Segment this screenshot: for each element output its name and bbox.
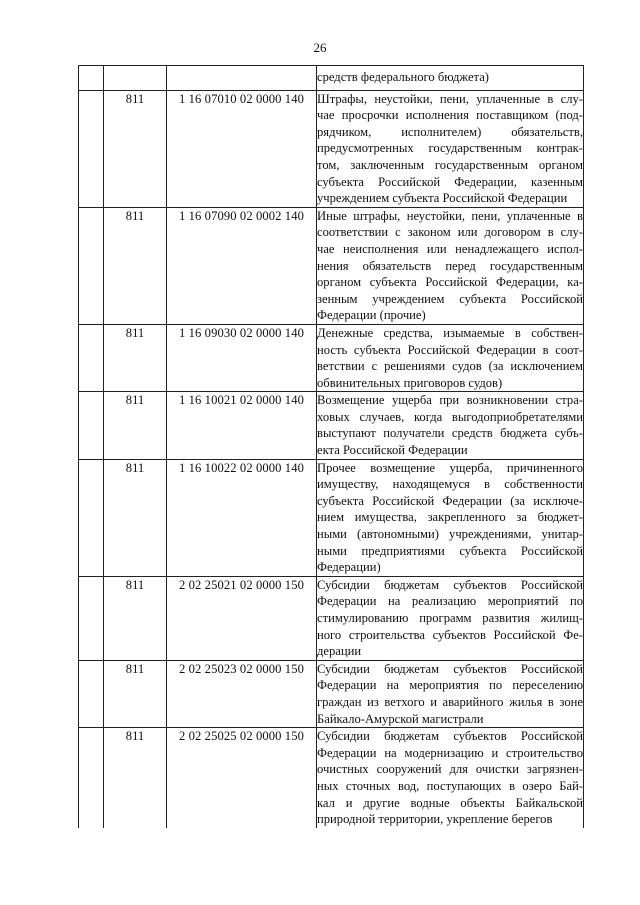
description-line: Федерации): [317, 560, 381, 575]
description-line: дерации: [317, 644, 362, 659]
administrator-code-cell: [104, 66, 167, 91]
row-number-cell: [79, 324, 104, 391]
table-row: [79, 660, 584, 727]
description-line: ность субъекта Российской Федерации в соот-: [317, 342, 583, 357]
revenue-description-cell: [317, 90, 584, 207]
description-line: субъекта Российской Федерации (за исключе-: [317, 493, 583, 508]
description-line: Федерации на мероприятия по переселению: [317, 678, 583, 693]
description-line: нием имущества, закрепленного за бюджет-: [317, 510, 583, 525]
budget-classification-code-cell: 2 02 25025 02 0000 150: [167, 728, 317, 828]
budget-classification-code-cell: [167, 66, 317, 91]
description-line: Штрафы, неустойки, пени, уплаченные в слу-: [317, 91, 583, 106]
budget-revenue-table: [78, 65, 584, 828]
description-line: зенным учреждением субъекта Российской: [317, 291, 583, 306]
description-line: предусмотренных государственным контрак-: [317, 141, 583, 156]
description-line: выступают получатели средств бюджета субъ-: [317, 426, 583, 441]
table-row: [79, 392, 584, 459]
administrator-code-cell: 811: [104, 90, 167, 207]
revenue-description-cell: [317, 207, 584, 324]
administrator-code-cell: 811: [104, 324, 167, 391]
table-row: [79, 728, 584, 828]
revenue-description-cell: [317, 728, 584, 828]
table-row: [79, 576, 584, 660]
description-line: очистных сооружений для очистки загрязнен-: [317, 762, 583, 777]
row-number-cell: [79, 66, 104, 91]
table-row: [79, 207, 584, 324]
description-line: Федерации (прочие): [317, 308, 426, 323]
administrator-code-cell: 811: [104, 459, 167, 576]
description-line: чае просрочки исполнения поставщиком (под-: [317, 108, 583, 123]
description-line: ного строительства субъектов Российской Фе-: [317, 627, 583, 642]
description-line: Федерации на модернизацию и строительство: [317, 745, 583, 760]
page-number: 26: [313, 40, 327, 55]
description-line: граждан из ветхого и аварийного жилья в зоне: [317, 694, 583, 709]
administrator-code-cell: 811: [104, 392, 167, 459]
table-row: [79, 66, 584, 91]
revenue-description-cell: [317, 324, 584, 391]
description-line: средств федерального бюджета): [317, 70, 489, 84]
budget-classification-code-cell: 2 02 25021 02 0000 150: [167, 576, 317, 660]
budget-classification-code-cell: 1 16 10021 02 0000 140: [167, 392, 317, 459]
table-row: [79, 324, 584, 391]
description-line: Возмещение ущерба при возникновении стра-: [317, 393, 583, 408]
description-line: рядчиком, исполнителем) обязательств,: [317, 124, 583, 139]
description-line: Субсидии бюджетам субъектов Российской: [317, 661, 583, 676]
description-line: Денежные средства, изымаемые в собствен-: [317, 325, 583, 340]
description-line: Иные штрафы, неустойки, пени, уплаченные в: [317, 208, 583, 223]
description-line: Байкало-Амурской магистрали: [317, 711, 484, 726]
revenue-description-cell: [317, 392, 584, 459]
description-line: стимулированию программ развития жилищ-: [317, 611, 583, 625]
budget-classification-code-cell: 1 16 09030 02 0000 140: [167, 324, 317, 391]
row-number-cell: [79, 728, 104, 828]
description-line: чае неисполнения или ненадлежащего испол-: [317, 241, 583, 256]
administrator-code-cell: 811: [104, 576, 167, 660]
budget-classification-code-cell: 1 16 10022 02 0000 140: [167, 459, 317, 576]
table-body: [79, 66, 584, 828]
description-line: учреждением субъекта Российской Федерации: [317, 191, 568, 206]
description-line: имуществу, находящемуся в собственности: [317, 477, 583, 492]
budget-classification-code-cell: 1 16 07010 02 0000 140: [167, 90, 317, 207]
description-line: том, заключенным государственным органом: [317, 157, 583, 172]
description-line: ных сточных вод, поступающих в озеро Бай-: [317, 778, 583, 793]
description-line: Субсидии бюджетам субъектов Российской: [317, 577, 583, 592]
row-number-cell: [79, 576, 104, 660]
description-line: обвинительных приговоров судов): [317, 375, 503, 390]
description-line: соответствии с законом или договором в слу-: [317, 225, 583, 240]
description-line: Прочее возмещение ущерба, причиненного: [317, 460, 583, 475]
description-line: ными (автономными) учреждениями, унитар-: [317, 527, 583, 542]
table-row: [79, 459, 584, 576]
row-number-cell: [79, 90, 104, 207]
description-line: Субсидии бюджетам субъектов Российской: [317, 729, 583, 744]
revenue-description-cell: [317, 66, 584, 91]
description-line: Федерации на реализацию мероприятий по: [317, 594, 583, 609]
administrator-code-cell: 811: [104, 728, 167, 828]
row-number-cell: [79, 392, 104, 459]
row-number-cell: [79, 459, 104, 576]
description-line: ховых случаев, когда выгодоприобретателями: [317, 409, 583, 424]
budget-classification-code-cell: 2 02 25023 02 0000 150: [167, 660, 317, 727]
administrator-code-cell: 811: [104, 660, 167, 727]
description-line: природной территории, укрепление берегов: [317, 812, 553, 827]
administrator-code-cell: 811: [104, 207, 167, 324]
description-line: субъекта Российской Федерации, казенным: [317, 174, 583, 189]
table-row: [79, 90, 584, 207]
description-line: екта Российской Федерации: [317, 443, 468, 458]
description-line: нения обязательств перед государственным: [317, 258, 583, 273]
row-number-cell: [79, 660, 104, 727]
revenue-description-cell: [317, 660, 584, 727]
revenue-description-cell: [317, 576, 584, 660]
description-line: ветствии с решениями судов (за исключением: [317, 359, 583, 374]
revenue-description-cell: [317, 459, 584, 576]
budget-classification-code-cell: 1 16 07090 02 0002 140: [167, 207, 317, 324]
description-line: кал и другие водные объекты Байкальской: [317, 795, 583, 810]
description-line: органом субъекта Российской Федерации, ка-: [317, 275, 583, 290]
description-line: ными предприятиями субъекта Российской: [317, 543, 583, 558]
row-number-cell: [79, 207, 104, 324]
